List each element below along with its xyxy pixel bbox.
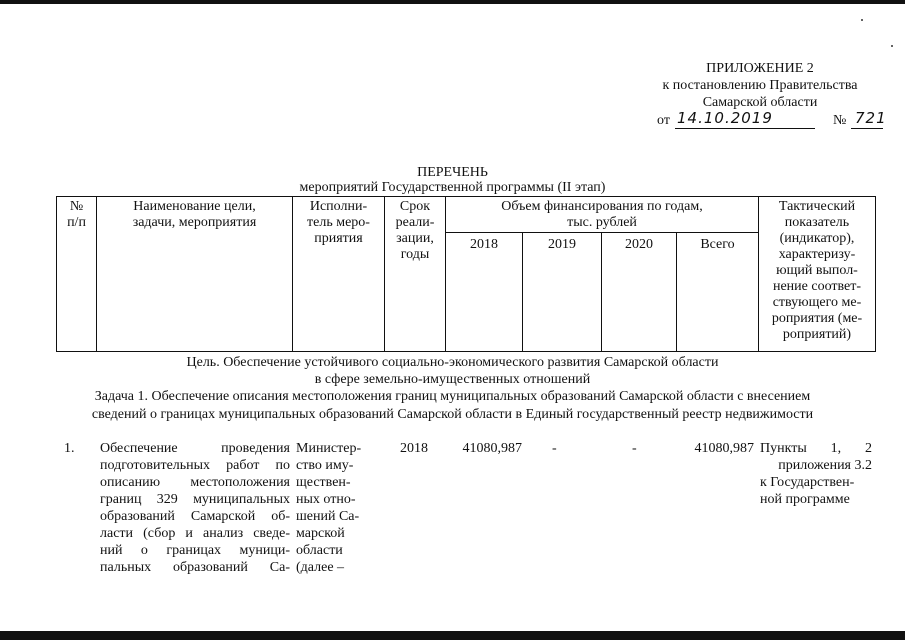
row-name-line: подготовительных работ по bbox=[100, 458, 290, 473]
header-term-line: годы bbox=[400, 247, 430, 262]
row-name-line: описанию местоположения bbox=[100, 475, 290, 490]
scan-speck bbox=[861, 19, 863, 21]
header-executor-line: тель меро- bbox=[307, 215, 370, 230]
row-term: 2018 bbox=[400, 441, 428, 456]
row-num: 1. bbox=[64, 441, 75, 456]
document-subtitle: мероприятий Государственной программы (II этап) bbox=[299, 180, 606, 195]
header-indicator bbox=[759, 199, 875, 343]
row-name-line: образований Самарской об- bbox=[100, 509, 290, 524]
row-executor bbox=[296, 440, 384, 576]
date-underline bbox=[675, 128, 815, 129]
header-year-2020: 2020 bbox=[625, 237, 653, 252]
appendix-block bbox=[640, 60, 880, 111]
row-name bbox=[100, 440, 290, 576]
scan-speck bbox=[891, 45, 893, 47]
row-indicator bbox=[760, 440, 872, 508]
header-num-line: № bbox=[69, 199, 84, 214]
row-executor-line: марской bbox=[296, 526, 345, 541]
goal-line-2: в сфере земельно-имущественных отношений bbox=[314, 372, 591, 387]
task-line-2: сведений о границах муниципальных образований Самарской области в Единый государственный реестр недвижимости bbox=[91, 407, 814, 422]
document-title: ПЕРЕЧЕНЬ bbox=[417, 165, 488, 180]
header-indicator-line: роприятий) bbox=[782, 327, 852, 342]
appendix-line-1: к постановлению Правительства bbox=[662, 78, 858, 93]
table-header bbox=[56, 196, 876, 352]
goal-line-1: Цель. Обеспечение устойчивого социально-экономического развития Самарской области bbox=[186, 355, 719, 370]
header-funding bbox=[446, 199, 758, 231]
from-label: от bbox=[657, 113, 670, 128]
row-name-line: ний о границах муници- bbox=[100, 543, 290, 558]
header-year-2019: 2019 bbox=[548, 237, 576, 252]
row-2019: - bbox=[552, 441, 557, 456]
appendix-line-2: Самарской области bbox=[702, 95, 818, 110]
row-indicator-line: приложения 3.2 bbox=[778, 458, 872, 473]
header-name bbox=[97, 199, 292, 231]
row-2020: - bbox=[632, 441, 637, 456]
number-label: № bbox=[833, 113, 847, 128]
table-border-bottom bbox=[56, 351, 876, 352]
header-funding-line: Объем финансирования по годам, bbox=[501, 199, 703, 214]
row-name-line: Обеспечение проведения bbox=[100, 441, 290, 456]
row-indicator-line: Пункты 1, 2 bbox=[760, 441, 872, 456]
header-name-line: задачи, мероприятия bbox=[132, 215, 257, 230]
header-indicator-line: роприятия (ме- bbox=[771, 311, 863, 326]
header-num bbox=[57, 199, 96, 231]
row-indicator-line: к Государствен- bbox=[760, 475, 855, 490]
header-executor-line: приятия bbox=[314, 231, 363, 246]
header-name-line: Наименование цели, bbox=[133, 199, 256, 214]
header-term-line: реали- bbox=[395, 215, 435, 230]
row-executor-line: ство иму- bbox=[296, 458, 354, 473]
row-indicator-line: ной программе bbox=[760, 492, 850, 507]
table-row bbox=[56, 440, 876, 580]
scan-edge-bottom bbox=[0, 631, 905, 640]
row-total: 41080,987 bbox=[694, 441, 754, 456]
row-executor-line: области bbox=[296, 543, 343, 558]
decree-date-line bbox=[655, 109, 887, 131]
decree-date-handwritten: 14.10.2019 bbox=[677, 109, 773, 127]
header-term-line: Срок bbox=[399, 199, 431, 214]
header-indicator-line: показатель bbox=[784, 215, 850, 230]
header-indicator-line: (индикатор), bbox=[779, 231, 855, 246]
row-name-line: пальных образований Са- bbox=[100, 560, 290, 575]
number-underline bbox=[851, 128, 883, 129]
header-executor bbox=[293, 199, 384, 247]
row-name-line: границ 329 муниципальных bbox=[100, 492, 290, 507]
row-executor-line: ных отно- bbox=[296, 492, 356, 507]
decree-number-handwritten: 721 bbox=[855, 109, 887, 127]
scan-edge-top bbox=[0, 0, 905, 4]
header-indicator-line: нение соответ- bbox=[772, 279, 862, 294]
header-num-line: п/п bbox=[67, 215, 86, 230]
header-executor-line: Исполни- bbox=[309, 199, 368, 214]
appendix-title: ПРИЛОЖЕНИЕ 2 bbox=[706, 61, 814, 76]
header-indicator-line: ствующего ме- bbox=[772, 295, 862, 310]
header-funding-line: тыс. рублей bbox=[567, 215, 637, 230]
header-year-2018: 2018 bbox=[470, 237, 498, 252]
header-indicator-line: ющий выпол- bbox=[776, 263, 858, 278]
row-executor-line: Министер- bbox=[296, 441, 362, 456]
header-year-total: Всего bbox=[700, 237, 735, 252]
header-term bbox=[385, 199, 445, 263]
row-executor-line: шений Са- bbox=[296, 509, 360, 524]
row-name-line: ласти (сбор и анализ сведе- bbox=[100, 526, 290, 541]
header-term-line: зации, bbox=[396, 231, 434, 246]
row-executor-line: (далее – bbox=[296, 560, 345, 575]
row-2018: 41080,987 bbox=[462, 441, 522, 456]
task-line-1: Задача 1. Обеспечение описания местоположения границ муниципальных образований Самарской области с внесением bbox=[94, 389, 811, 404]
table-border-top bbox=[56, 196, 876, 197]
header-indicator-line: Тактический bbox=[778, 199, 856, 214]
header-indicator-line: характеризу- bbox=[778, 247, 856, 262]
row-executor-line: ществен- bbox=[296, 475, 351, 490]
col-border bbox=[875, 196, 876, 352]
